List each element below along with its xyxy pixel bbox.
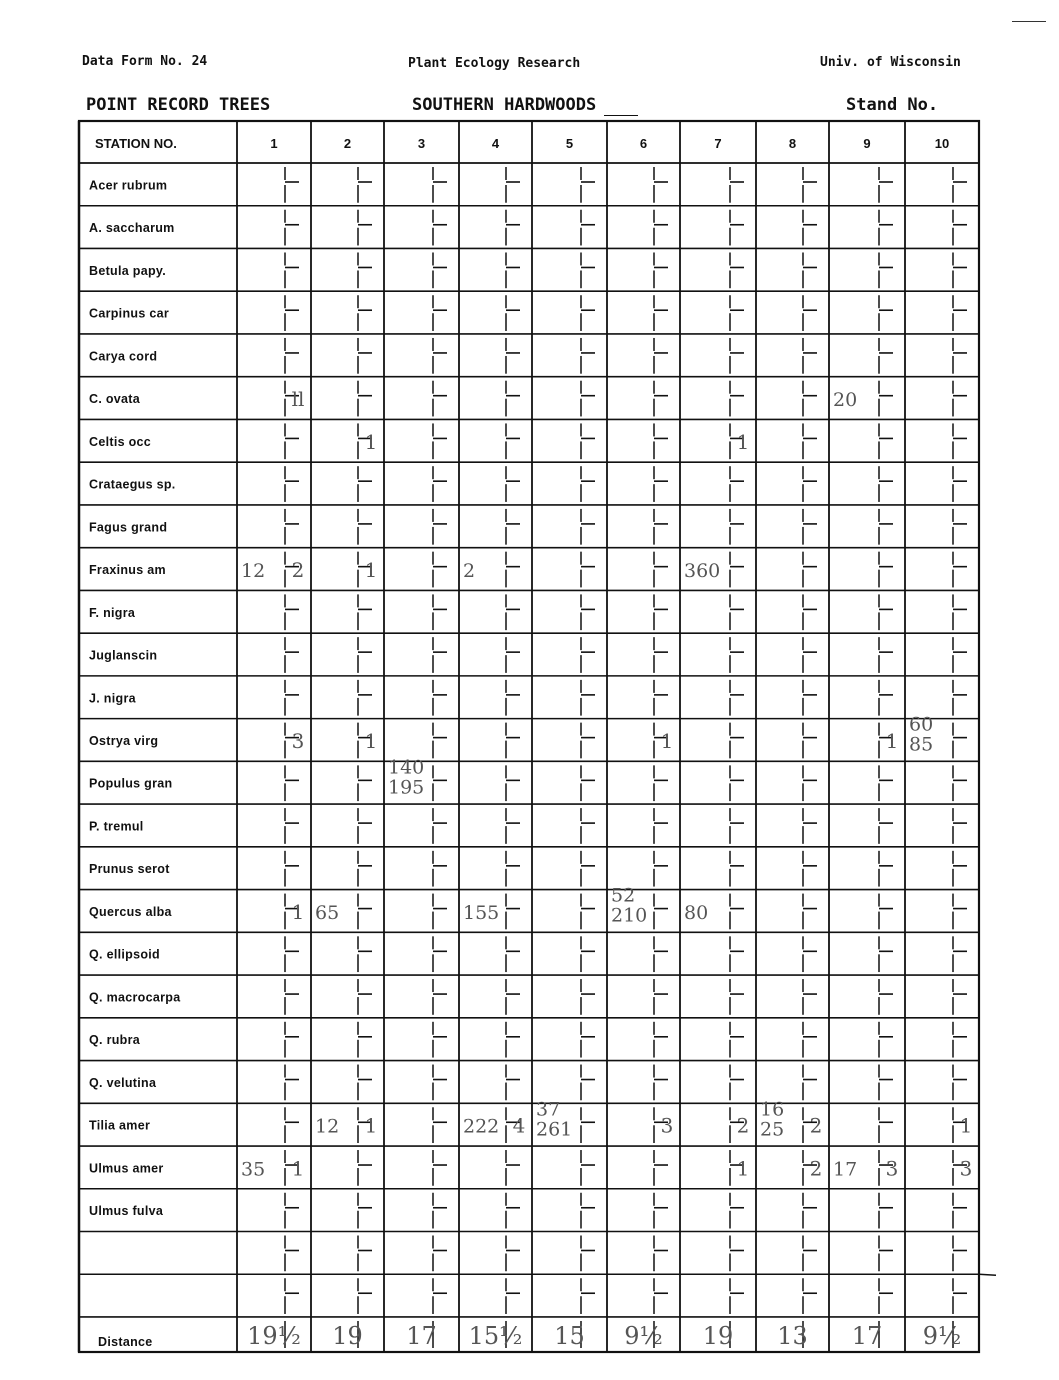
species-label: Q. ellipsoid [89,947,160,962]
handwritten-entry: 2 [736,1113,750,1138]
species-label: Fraxinus am [89,563,166,578]
species-label: Quercus alba [89,904,172,919]
handwritten-entry: 222 [463,1115,500,1138]
station-number-header: STATION NO. [95,136,177,151]
handwritten-entry: 2 [809,1156,823,1181]
station-header: 5 [565,136,574,151]
handwritten-entry: 155 [463,901,500,924]
handwritten-entry: 2 [809,1113,823,1138]
handwritten-entry: 261 [536,1118,573,1141]
handwritten-entry: 1 [364,429,378,454]
species-label: Betula papy. [89,263,166,278]
handwritten-entry: 140 [388,756,425,779]
handwritten-entry: 3 [885,1156,899,1181]
handwritten-entry: 4 [512,1113,526,1138]
handwritten-entry: 85 [909,733,934,756]
species-label: C. ovata [89,392,141,407]
handwritten-entry: 1 [364,558,378,583]
handwritten-entry: 1 [291,1156,305,1181]
species-label: A. saccharum [89,221,175,236]
handwritten-entry: 1 [736,429,750,454]
distance-value: 15 [554,1322,585,1350]
species-label: Ulmus fulva [89,1204,164,1219]
center-title: Plant Ecology Research [408,56,581,71]
species-label: F. nigra [89,605,136,620]
handwritten-entry: 16 [760,1098,785,1121]
handwritten-entry: 360 [684,560,721,583]
handwritten-entry: 2 [291,558,305,583]
row-line-extension [979,1274,996,1275]
handwritten-entry: 1 [885,728,899,753]
species-label: Tilia amer [89,1118,151,1133]
handwritten-entry: 1 [364,728,378,753]
record-title: POINT RECORD TREES [86,95,271,115]
species-label: Carpinus car [89,306,170,321]
station-header: 2 [343,136,352,151]
handwritten-entry: 1 [364,1113,378,1138]
species-label: Crataegus sp. [89,477,176,492]
distance-value: 13 [777,1322,808,1350]
handwritten-entry: 52 [611,884,636,907]
distance-value: 19½ [247,1322,301,1350]
handwritten-entry: 65 [315,901,340,924]
handwritten-entry: 25 [760,1118,785,1141]
distance-value: 17 [406,1322,437,1350]
species-label: J. nigra [89,691,136,706]
handwritten-entry: 20 [833,389,858,412]
species-label: Q. velutina [89,1075,157,1090]
species-label: P. tremul [89,819,144,834]
handwritten-entry: 195 [388,776,425,799]
species-label: Q. rubra [89,1033,141,1048]
station-header: 7 [714,136,722,151]
distance-label: Distance [98,1335,153,1349]
station-header: 10 [934,136,950,151]
handwritten-entry: ll [291,387,305,412]
species-label: Acer rubrum [89,178,168,193]
species-label: Q. macrocarpa [89,990,181,1005]
distance-value: 9½ [624,1322,663,1350]
university-name: Univ. of Wisconsin [820,55,961,70]
handwritten-entry: 3 [959,1156,973,1181]
handwritten-entry: 37 [536,1098,561,1121]
handwritten-entry: 35 [241,1158,266,1181]
handwritten-entry: 1 [291,899,305,924]
station-header: 9 [863,136,871,151]
handwritten-entry: 1 [959,1113,973,1138]
handwritten-entry: 60 [909,713,934,736]
handwritten-entry: 17 [833,1158,858,1181]
species-label: Prunus serot [89,862,170,877]
handwritten-entry: 210 [611,904,648,927]
handwritten-entry: 80 [684,901,709,924]
species-label: Ostrya virg [89,733,159,748]
species-label: Juglanscin [89,648,158,663]
handwritten-entry: 1 [660,728,674,753]
species-label: Ulmus amer [89,1161,164,1176]
handwritten-entry: 3 [660,1113,674,1138]
handwritten-entry: 1 [736,1156,750,1181]
station-header: 4 [491,136,500,151]
species-label: Carya cord [89,349,158,364]
stand-number-label: Stand No. [846,95,939,115]
station-header: 8 [788,136,797,151]
form-number: Data Form No. 24 [82,54,208,69]
handwritten-entry: 12 [315,1115,340,1138]
species-label: Fagus grand [89,520,168,535]
distance-value: 17 [851,1322,883,1350]
station-header: 1 [270,136,278,151]
forest-type: SOUTHERN HARDWOODS [412,95,597,115]
handwritten-entry: 3 [291,728,305,753]
station-header: 6 [639,136,648,151]
distance-value: 15½ [468,1322,523,1350]
station-header: 3 [417,136,426,151]
handwritten-entry: 2 [463,560,476,583]
handwritten-entry: 12 [241,560,266,583]
species-label: Celtis occ [89,434,152,449]
distance-value: 9½ [922,1322,962,1350]
distance-value: 19 [332,1322,363,1350]
distance-value: 19 [702,1322,734,1350]
species-label: Populus gran [89,776,173,791]
